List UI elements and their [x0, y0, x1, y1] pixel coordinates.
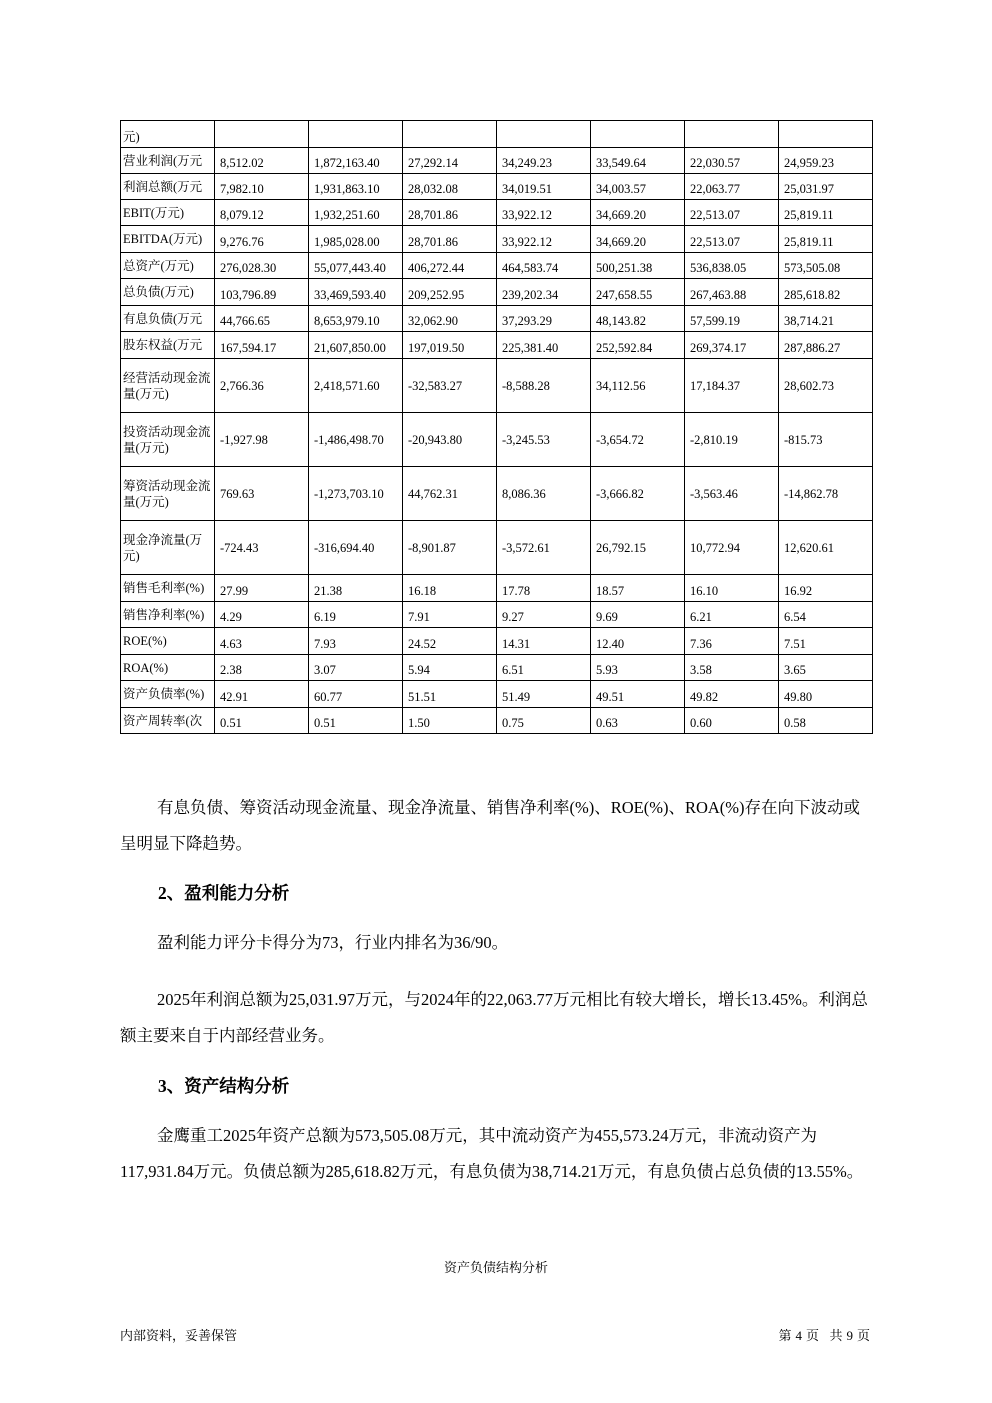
table-cell: -3,245.53: [497, 413, 591, 467]
row-label: 经营活动现金流量(万元): [121, 359, 215, 413]
table-cell: 225,381.40: [497, 332, 591, 359]
table-cell: 0.51: [309, 708, 403, 734]
table-cell: 24,959.23: [779, 148, 873, 174]
table-cell: 0.63: [591, 708, 685, 734]
table-cell: 34,019.51: [497, 174, 591, 200]
table-cell: 33,549.64: [591, 148, 685, 174]
row-label: 利润总额(万元: [121, 174, 215, 200]
table-cell: 27.99: [215, 575, 309, 602]
table-body: [121, 121, 873, 734]
trend-paragraph: 有息负债、筹资活动现金流量、现金净流量、销售净利率(%)、ROE(%)、ROA(%)存在向下波动或呈明显下降趋势。: [120, 798, 861, 853]
row-label: EBIT(万元): [121, 200, 215, 226]
table-cell: 239,202.34: [497, 279, 591, 306]
table-row: [121, 226, 873, 253]
table-cell: -20,943.80: [403, 413, 497, 467]
table-row: [121, 279, 873, 306]
table-cell: 49.82: [685, 681, 779, 708]
row-label: ROE(%): [121, 628, 215, 655]
table-cell: 38,714.21: [779, 306, 873, 332]
table-cell: 3.65: [779, 655, 873, 681]
table-cell: 34,669.20: [591, 200, 685, 226]
table-cell: 55,077,443.40: [309, 253, 403, 279]
table-cell: 17.78: [497, 575, 591, 602]
table-cell: 25,819.11: [779, 226, 873, 253]
row-label: 投资活动现金流量(万元): [121, 413, 215, 467]
table-cell: 6.19: [309, 602, 403, 628]
table-cell: 0.60: [685, 708, 779, 734]
table-cell: 9.27: [497, 602, 591, 628]
financial-data-table: [120, 120, 873, 734]
table-row: [121, 413, 873, 467]
table-cell: 21.38: [309, 575, 403, 602]
table-cell: -8,901.87: [403, 521, 497, 575]
table-cell: -1,273,703.10: [309, 467, 403, 521]
table-row: [121, 467, 873, 521]
footer-confidential-note: 内部资料，妥善保管: [120, 1328, 238, 1343]
row-label: 营业利润(万元: [121, 148, 215, 174]
table-cell: 34,669.20: [591, 226, 685, 253]
table-row: [121, 681, 873, 708]
table-cell: [309, 121, 403, 148]
row-label: ROA(%): [121, 655, 215, 681]
table-cell: -8,588.28: [497, 359, 591, 413]
table-cell: 267,463.88: [685, 279, 779, 306]
table-row: [121, 521, 873, 575]
table-row: [121, 359, 873, 413]
table-cell: 7.91: [403, 602, 497, 628]
profit-paragraph: 2025年利润总额为25,031.97万元，与2024年的22,063.77万元相比有较大增长，增长13.45%。利润总额主要来自于内部经营业务。: [120, 990, 868, 1045]
table-cell: 44,762.31: [403, 467, 497, 521]
table-cell: 269,374.17: [685, 332, 779, 359]
table-cell: -815.73: [779, 413, 873, 467]
table-cell: 60.77: [309, 681, 403, 708]
table-cell: 6.21: [685, 602, 779, 628]
table-cell: 48,143.82: [591, 306, 685, 332]
table-cell: 18.57: [591, 575, 685, 602]
table-cell: 9.69: [591, 602, 685, 628]
table-cell: -3,572.61: [497, 521, 591, 575]
table-cell: -3,654.72: [591, 413, 685, 467]
page-prefix: 第: [778, 1328, 792, 1343]
asset-paragraph: 金鹰重工2025年资产总额为573,505.08万元，其中流动资产为455,573.24万元，非流动资产为117,931.84万元。负债总额为285,618.82万元，有息负债为38,714.21万元，有息负债占总负债的13.55%。: [120, 1126, 864, 1181]
table-cell: 49.80: [779, 681, 873, 708]
table-cell: 0.51: [215, 708, 309, 734]
table-cell: 464,583.74: [497, 253, 591, 279]
table-cell: -32,583.27: [403, 359, 497, 413]
table-cell: 27,292.14: [403, 148, 497, 174]
table-cell: [685, 121, 779, 148]
table-row: [121, 200, 873, 226]
page-unit: 页: [805, 1328, 819, 1343]
table-cell: 17,184.37: [685, 359, 779, 413]
table-cell: 10,772.94: [685, 521, 779, 575]
table-cell: -724.43: [215, 521, 309, 575]
table-cell: 0.58: [779, 708, 873, 734]
table-cell: 33,469,593.40: [309, 279, 403, 306]
table-cell: 34,249.23: [497, 148, 591, 174]
table-cell: 1,872,163.40: [309, 148, 403, 174]
row-label: 股东权益(万元: [121, 332, 215, 359]
table-cell: 2,418,571.60: [309, 359, 403, 413]
row-label: 有息负债(万元: [121, 306, 215, 332]
table-cell: 167,594.17: [215, 332, 309, 359]
table-row: [121, 628, 873, 655]
table-cell: 32,062.90: [403, 306, 497, 332]
table-cell: 9,276.76: [215, 226, 309, 253]
table-cell: 28,701.86: [403, 200, 497, 226]
table-row: [121, 253, 873, 279]
table-cell: 33,922.12: [497, 200, 591, 226]
table-cell: 2,766.36: [215, 359, 309, 413]
chart-caption: 资产负债结构分析: [443, 1260, 548, 1275]
table-cell: 28,701.86: [403, 226, 497, 253]
table-cell: [403, 121, 497, 148]
table-cell: [497, 121, 591, 148]
table-cell: 49.51: [591, 681, 685, 708]
table-cell: 28,032.08: [403, 174, 497, 200]
table-cell: 3.07: [309, 655, 403, 681]
table-cell: 37,293.29: [497, 306, 591, 332]
table-cell: 12.40: [591, 628, 685, 655]
table-cell: 51.51: [403, 681, 497, 708]
table-cell: 44,766.65: [215, 306, 309, 332]
table-cell: 252,592.84: [591, 332, 685, 359]
table-cell: 28,602.73: [779, 359, 873, 413]
row-label: 销售毛利率(%): [121, 575, 215, 602]
table-cell: -1,927.98: [215, 413, 309, 467]
table-cell: -2,810.19: [685, 413, 779, 467]
table-cell: 7.51: [779, 628, 873, 655]
table-cell: [215, 121, 309, 148]
table-cell: -3,563.46: [685, 467, 779, 521]
table-cell: 57,599.19: [685, 306, 779, 332]
score-paragraph: 盈利能力评分卡得分为73，行业内排名为36/90。: [157, 933, 509, 952]
page-current: 4: [795, 1328, 802, 1343]
row-label: 筹资活动现金流量(万元): [121, 467, 215, 521]
table-cell: 287,886.27: [779, 332, 873, 359]
table-cell: 247,658.55: [591, 279, 685, 306]
table-cell: 285,618.82: [779, 279, 873, 306]
table-cell: 42.91: [215, 681, 309, 708]
row-label: 总资产(万元): [121, 253, 215, 279]
footer-page-number: [776, 1325, 872, 1344]
table-cell: 276,028.30: [215, 253, 309, 279]
total-prefix: 共: [829, 1328, 843, 1343]
table-cell: 6.54: [779, 602, 873, 628]
asset-structure-heading: 3、资产结构分析: [158, 1076, 290, 1096]
row-label: 资产负债率(%): [121, 681, 215, 708]
table-cell: 500,251.38: [591, 253, 685, 279]
table-row: [121, 306, 873, 332]
table-row: [121, 708, 873, 734]
table-cell: 6.51: [497, 655, 591, 681]
table-row: [121, 121, 873, 148]
table-cell: 8,512.02: [215, 148, 309, 174]
row-label: 现金净流量(万元): [121, 521, 215, 575]
table-cell: 1,931,863.10: [309, 174, 403, 200]
table-row: [121, 655, 873, 681]
table-cell: [591, 121, 685, 148]
table-cell: 573,505.08: [779, 253, 873, 279]
table-row: [121, 602, 873, 628]
table-cell: 22,513.07: [685, 226, 779, 253]
table-cell: 1,985,028.00: [309, 226, 403, 253]
table-cell: 1,932,251.60: [309, 200, 403, 226]
table-cell: 2.38: [215, 655, 309, 681]
page-total: 9: [846, 1328, 853, 1343]
table-cell: 209,252.95: [403, 279, 497, 306]
table-cell: 536,838.05: [685, 253, 779, 279]
table-row: [121, 174, 873, 200]
table-cell: 8,079.12: [215, 200, 309, 226]
table-cell: 8,086.36: [497, 467, 591, 521]
table-cell: 34,112.56: [591, 359, 685, 413]
table-cell: [779, 121, 873, 148]
table-cell: 22,513.07: [685, 200, 779, 226]
table-cell: 24.52: [403, 628, 497, 655]
table-cell: -3,666.82: [591, 467, 685, 521]
table-cell: 197,019.50: [403, 332, 497, 359]
table-cell: 26,792.15: [591, 521, 685, 575]
total-unit: 页: [856, 1328, 870, 1343]
table-cell: 12,620.61: [779, 521, 873, 575]
table-cell: 34,003.57: [591, 174, 685, 200]
table-cell: 5.94: [403, 655, 497, 681]
table-cell: 769.63: [215, 467, 309, 521]
table-cell: 25,819.11: [779, 200, 873, 226]
row-label: EBITDA(万元): [121, 226, 215, 253]
row-label: 销售净利率(%): [121, 602, 215, 628]
table-cell: -316,694.40: [309, 521, 403, 575]
table-cell: 3.58: [685, 655, 779, 681]
table-cell: 22,030.57: [685, 148, 779, 174]
row-label: 总负债(万元): [121, 279, 215, 306]
table-cell: 16.92: [779, 575, 873, 602]
table-cell: 16.10: [685, 575, 779, 602]
row-label: 元): [121, 121, 215, 148]
profitability-heading: 2、盈利能力分析: [158, 883, 290, 903]
table-cell: 51.49: [497, 681, 591, 708]
table-cell: 103,796.89: [215, 279, 309, 306]
table-cell: 14.31: [497, 628, 591, 655]
table-cell: 1.50: [403, 708, 497, 734]
table-cell: 4.63: [215, 628, 309, 655]
table-cell: 25,031.97: [779, 174, 873, 200]
table-cell: 406,272.44: [403, 253, 497, 279]
table-cell: 22,063.77: [685, 174, 779, 200]
table-cell: 7.36: [685, 628, 779, 655]
table-cell: 0.75: [497, 708, 591, 734]
table-cell: -14,862.78: [779, 467, 873, 521]
table-cell: 16.18: [403, 575, 497, 602]
table-cell: 4.29: [215, 602, 309, 628]
table-cell: 33,922.12: [497, 226, 591, 253]
table-cell: 8,653,979.10: [309, 306, 403, 332]
table-cell: 21,607,850.00: [309, 332, 403, 359]
table-row: [121, 148, 873, 174]
table-row: [121, 575, 873, 602]
table-cell: 7,982.10: [215, 174, 309, 200]
table-row: [121, 332, 873, 359]
row-label: 资产周转率(次: [121, 708, 215, 734]
table-cell: -1,486,498.70: [309, 413, 403, 467]
table-cell: 5.93: [591, 655, 685, 681]
table-cell: 7.93: [309, 628, 403, 655]
